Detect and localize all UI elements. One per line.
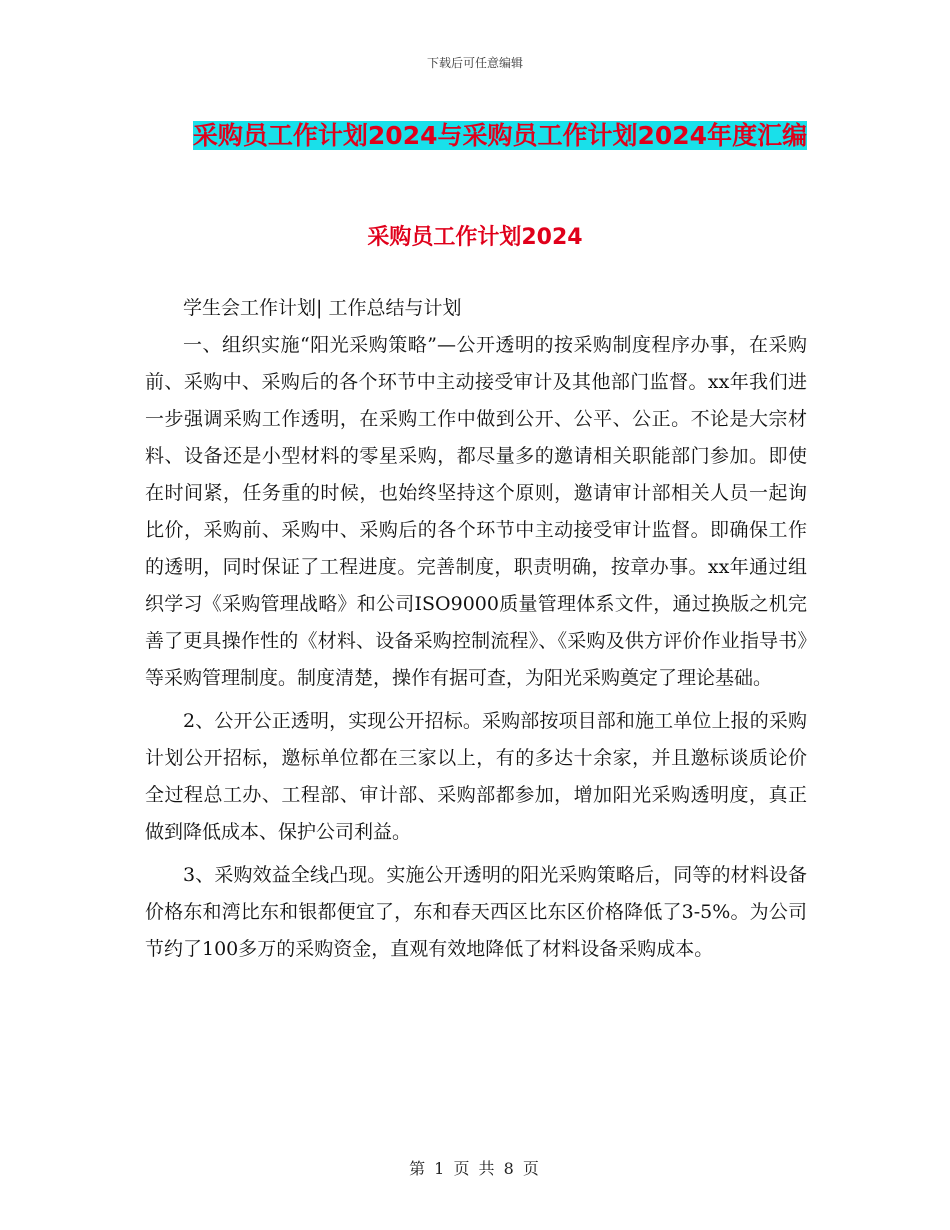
document-body xyxy=(145,290,807,974)
header-note: 下载后可任意编辑 xyxy=(426,56,523,70)
paragraph-3: 3、采购效益全线凸现。实施公开透明的阳光采购策略后，同等的材料设备价格东和湾比东和银都便宜了，东和春天西区比东区价格降低了3-5%。为公司节约了100多万的采购资金，直观有效地降低了材料设备采购成本。 xyxy=(145,864,807,960)
document-title xyxy=(190,112,810,160)
paragraph-2: 2、公开公正透明，实现公开招标。采购部按项目部和施工单位上报的采购计划公开招标，邀标单位都在三家以上，有的多达十余家，并且邀标谈质论价全过程总工办、工程部、审计部、采购部都参加，增加阳光采购透明度，真正做到降低成本、保护公司利益。 xyxy=(145,710,807,843)
paragraph-category: 学生会工作计划| 工作总结与计划 xyxy=(183,297,462,319)
paragraph-1: 一、组织实施“阳光采购策略”—公开透明的按采购制度程序办事，在采购前、采购中、采购后的各个环节中主动接受审计及其他部门监督。xx年我们进一步强调采购工作透明，在采购工作中做到公开、公平、公正。不论是大宗材料、设备还是小型材料的零星采购，都尽量多的邀请相关职能部门参加。即使在时间紧，任务重的时候，也始终坚持这个原则，邀请审计部相关人员一起询比价，采购前、采购中、采购后的各个环节中主动接受审计监督。即确保工作的透明，同时保证了工程进度。完善制度，职责明确，按章办事。xx年通过组织学习《采购管理战略》和公司ISO9000质量管理体系文件，通过换版之机完善了更具操作性的《材料、设备采购控制流程》、《采购及供方评价作业指导书》等采购管理制度。制度清楚，操作有据可查，为阳光采购奠定了理论基础。 xyxy=(145,334,807,689)
document-title-text: 采购员工作计划2024与采购员工作计划2024年度汇编 xyxy=(192,121,808,150)
section-title: 采购员工作计划2024 xyxy=(367,225,583,250)
page-number: 第 1 页 共 8 页 xyxy=(409,1159,541,1178)
